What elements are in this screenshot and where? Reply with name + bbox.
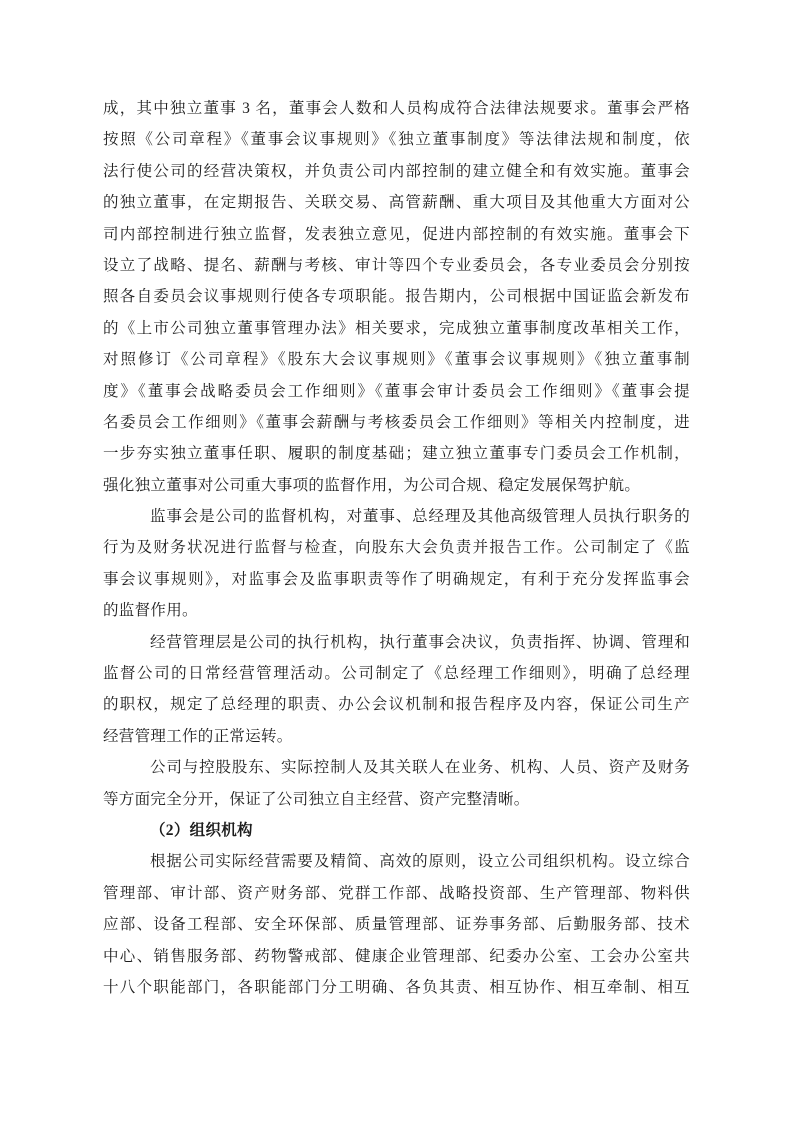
text-line: 司内部控制进行独立监督，发表独立意见，促进内部控制的有效实施。董事会下 [103,225,690,243]
text-line: 事会议事规则》，对监事会及监事职责等作了明确规定，有利于充分发挥监事会 [103,570,690,588]
text-line: 经营管理层是公司的执行机构，执行董事会决议，负责指挥、协调、管理和 [150,633,690,651]
text-line: 设立了战略、提名、薪酬与考核、审计等四个专业委员会，各专业委员会分别按 [103,256,690,274]
text-line: 行为及财务状况进行监督与检查，向股东大会负责并报告工作。公司制定了《监 [103,539,690,557]
text-line: 强化独立董事对公司重大事项的监督作用，为公司合规、稳定发展保驾护航。 [103,476,641,494]
text-line: 对照修订《公司章程》《股东大会议事规则》《董事会议事规则》《独立董事制 [103,351,690,369]
text-line: 名委员会工作细则》《董事会薪酬与考核委员会工作细则》等相关内控制度，进 [103,413,690,431]
text-line: 管理部、审计部、资产财务部、党群工作部、战略投资部、生产管理部、物料供 [103,884,690,902]
text-line: 的独立董事，在定期报告、关联交易、高管薪酬、重大项目及其他重大方面对公 [103,194,690,212]
text-line: 一步夯实独立董事任职、履职的制度基础；建立独立董事专门委员会工作机制， [103,445,690,463]
text-line: 按照《公司章程》《董事会议事规则》《独立董事制度》等法律法规和制度，依 [103,131,690,149]
text-block [103,93,690,1003]
text-line: 根据公司实际经营需要及精简、高效的原则，设立公司组织机构。设立综合 [150,853,690,871]
text-line: 监督公司的日常经营管理活动。公司制定了《总经理工作细则》，明确了总经理 [103,665,690,683]
text-line: 度》《董事会战略委员会工作细则》《董事会审计委员会工作细则》《董事会提 [103,382,690,400]
text-line: 十八个职能部门，各职能部门分工明确、各负其责、相互协作、相互牵制、相互 [103,978,690,996]
text-line: 公司与控股股东、实际控制人及其关联人在业务、机构、人员、资产及财务 [150,759,690,777]
text-line: 的职权，规定了总经理的职责、办公会议机制和报告程序及内容，保证公司生产 [103,696,690,714]
section-heading: （2）组织机构 [150,821,253,839]
text-line: 应部、设备工程部、安全环保部、质量管理部、证券事务部、后勤服务部、技术 [103,916,690,934]
text-line: 中心、销售服务部、药物警戒部、健康企业管理部、纪委办公室、工会办公室共 [103,947,690,965]
text-line: 成，其中独立董事 3 名，董事会人数和人员构成符合法律法规要求。董事会严格 [103,100,690,117]
text-line: 经营管理工作的正常运转。 [103,727,293,745]
text-line: 等方面完全分开，保证了公司独立自主经营、资产完整清晰。 [103,790,530,808]
text-line: 照各自委员会议事规则行使各专项职能。报告期内，公司根据中国证监会新发布 [103,288,690,306]
text-line: 监事会是公司的监督机构，对董事、总经理及其他高级管理人员执行职务的 [150,508,690,526]
text-line: 的监督作用。 [103,602,198,620]
text-line: 法行使公司的经营决策权，并负责公司内部控制的建立健全和有效实施。董事会 [103,162,690,180]
text-line: 的《上市公司独立董事管理办法》相关要求，完成独立董事制度改革相关工作， [103,319,690,337]
